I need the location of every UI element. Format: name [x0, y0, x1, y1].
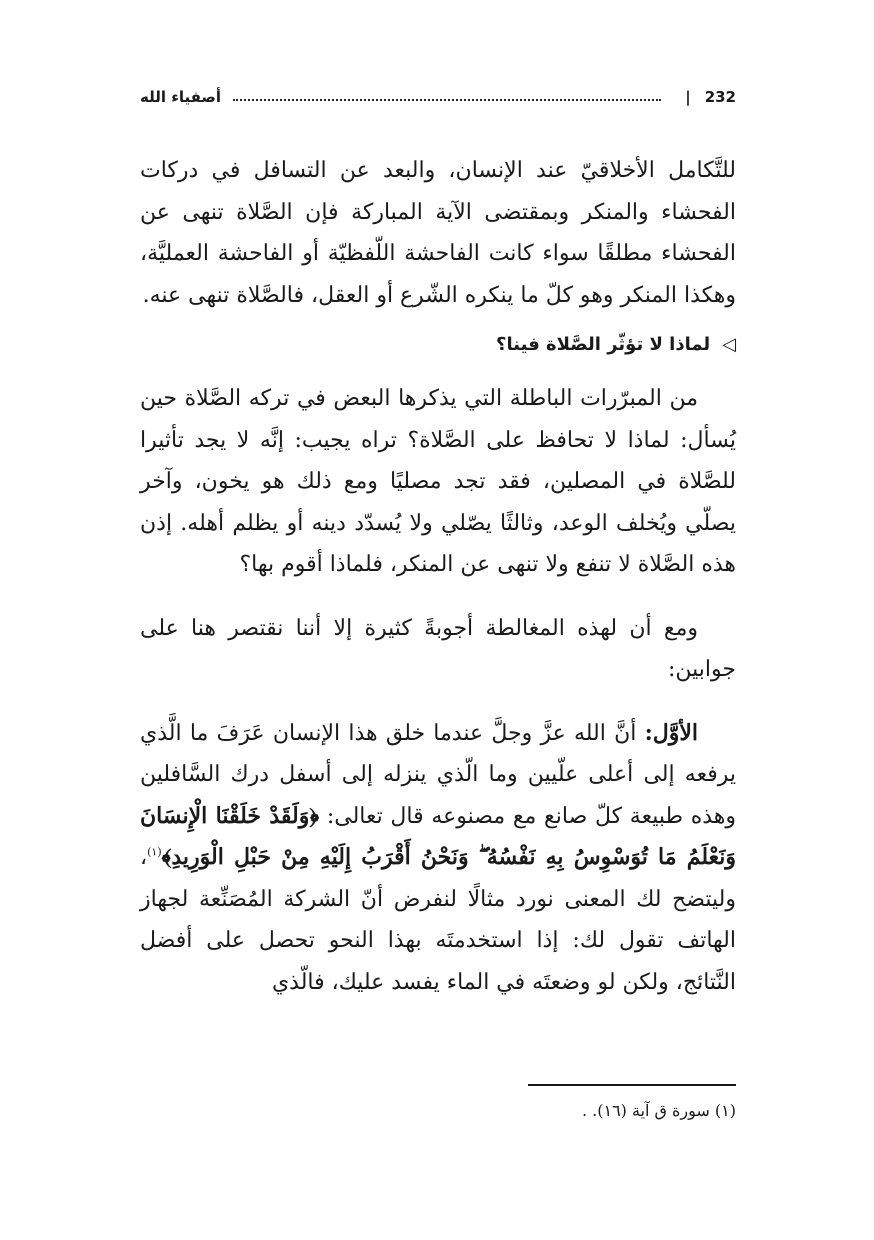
- paragraph-4-text-a: أنَّ الله عزَّ وجلَّ عندما خلق هذا الإنسان عَرَفَ ما الَّذي يرفعه إلى أعلى علّيين وما الّذي ينزله إلى أسفل درك السَّافلين وهذه طبيعة كلّ صانع مع مصنوعه قال تعالى:: [140, 720, 736, 829]
- section-heading-text: لماذا لا تؤثّر الصَّلاة فينا؟: [496, 334, 711, 355]
- paragraph-4-text-b: ، وليتضح لك المعنى نورد مثالًا لنفرض أنّ الشركة المُصَنِّعة لجهاز الهاتف تقول لك: إذا استخدمتَه بهذا النحو تحصل على أفضل النَّتائج، ولكن لو وضعتَه في الماء يفسد عليك، فالّذي: [140, 845, 736, 995]
- footnote: (١) سورة ق آية (١٦). .: [581, 1101, 736, 1120]
- quran-verse: ﴿وَلَقَدْ خَلَقْنَا الْإِنسَانَ وَنَعْلَمُ مَا تُوَسْوِسُ بِهِ نَفْسُهُ ۖ وَنَحْنُ أَقْرَبُ إِلَيْهِ مِنْ حَبْلِ الْوَرِيدِ﴾: [140, 802, 736, 870]
- paragraph-4: [140, 713, 736, 1004]
- header-dotted-leader: [233, 99, 661, 101]
- paragraph-4-label: الأوَّل:: [644, 719, 698, 746]
- paragraph-2: من المبرّرات الباطلة التي يذكرها البعض في تركه الصَّلاة حين يُسأل: لماذا لا تحافظ على الصَّلاة؟ تراه يجيب: إنَّه لا يجد تأثيرا للصَّلاة في المصلين، فقد تجد مصليًا ومع ذلك هو يخون، وآخر يصلّي ويُخلف الوعد، وثالثًا يصّلي ولا يُسدّد دينه أو يظلم أهله. إذن هذه الصَّلاة لا تنفع ولا تنهى عن المنكر، فلماذا أقوم بها؟: [140, 386, 736, 577]
- page-number: 232: [704, 88, 736, 106]
- footnote-reference[interactable]: (١): [147, 845, 162, 859]
- footnote-divider: [528, 1084, 736, 1086]
- header-separator: |: [685, 88, 691, 106]
- page-body: [140, 150, 736, 1003]
- book-title: أصفياء الله: [140, 88, 222, 106]
- paragraph-3: ومع أن لهذه المغالطة أجوبةً كثيرة إلا أننا نقتصر هنا على جوابين:: [140, 615, 736, 682]
- triangle-marker-icon: ◁: [722, 334, 736, 355]
- page-header: [140, 84, 736, 110]
- paragraph-1: للتَّكامل الأخلاقيّ عند الإنسان، والبعد عن التسافل في دركات الفحشاء والمنكر وبمقتضى الآية المباركة فإن الصَّلاة تنهى عن الفحشاء مطلقًا سواء كانت الفاحشة اللّفظيّة أو الفاحشة العمليَّة، وهكذا المنكر وهو كلّ ما ينكره الشّرع أو العقل، فالصَّلاة تنهى عنه.: [140, 158, 736, 308]
- section-heading: [140, 330, 736, 360]
